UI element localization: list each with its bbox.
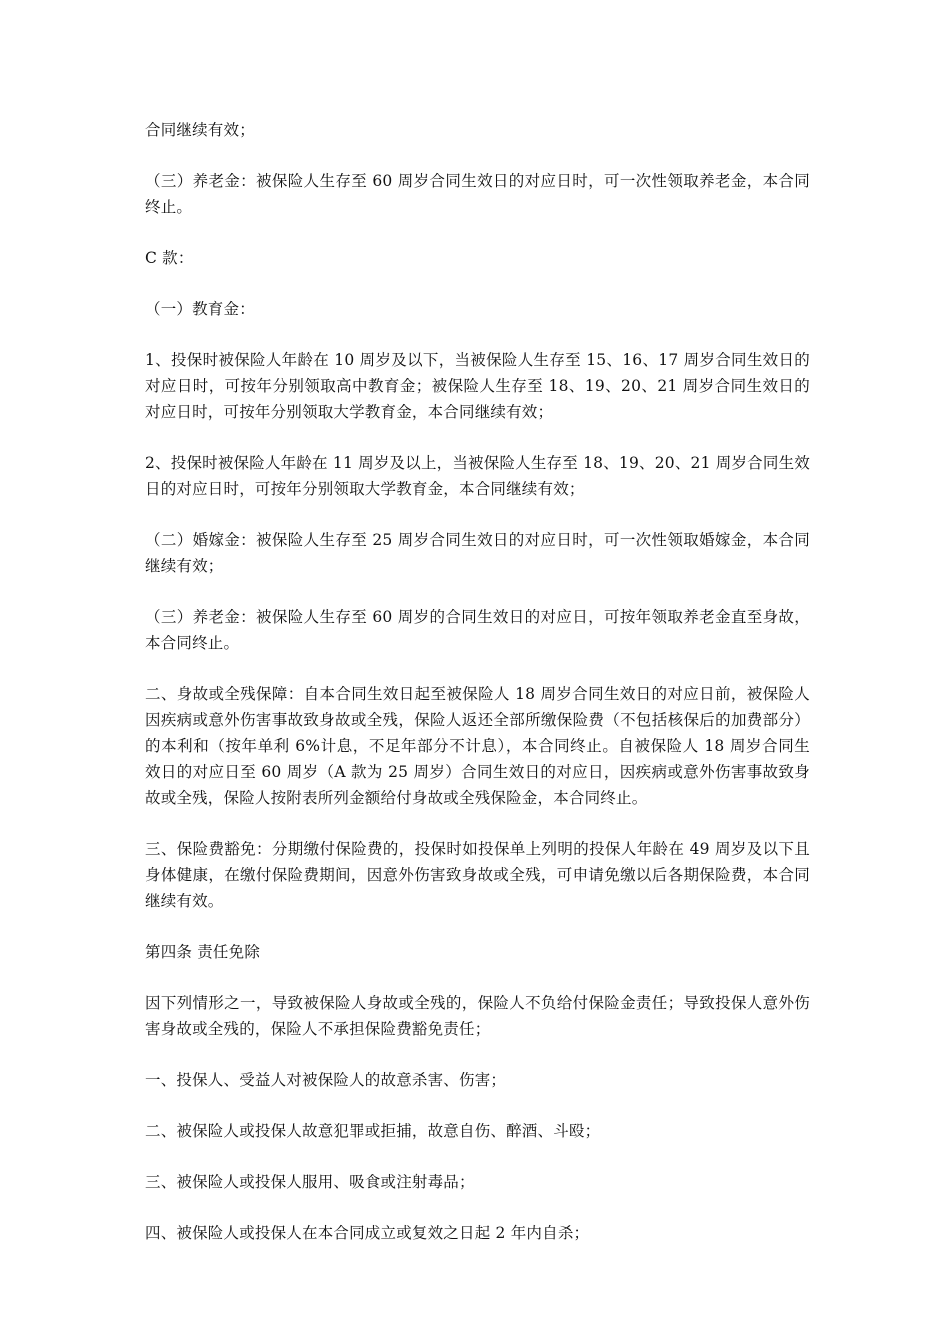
paragraph-premium-waiver: 三、保险费豁免：分期缴付保险费的，投保时如投保单上列明的投保人年龄在 49 周岁及以下且身体健康，在缴付保险费期间，因意外伤害致身故或全残，可申请免缴以后各期保险费，本合同继续有效。 — [145, 840, 810, 910]
exclusion-item-1: 一、投保人、受益人对被保险人的故意杀害、伤害； — [145, 1071, 507, 1089]
exclusion-item-4: 四、被保险人或投保人在本合同成立或复效之日起 2 年内自杀； — [145, 1224, 590, 1242]
paragraph-pension-b: （三）养老金：被保险人生存至 60 周岁合同生效日的对应日时，可一次性领取养老金，本合同终止。 — [145, 172, 810, 216]
paragraph-contract-continues: 合同继续有效； — [145, 121, 255, 139]
paragraph-death-disability: 二、身故或全残保障：自本合同生效日起至被保险人 18 周岁合同生效日的对应日前，被保险人因疾病或意外伤害事故致身故或全残，保险人返还全部所缴保险费（不包括核保后的加费部分）的本利和（按年单利 6%计息，不足年部分不计息），本合同终止。自被保险人 18 周岁合同生效日的对应日至 60 周岁（A 款为 25 周岁）合同生效日的对应日，因疾病或意外伤害事故致身故或全残，保险人按附表所列金额给付身故或全残保险金，本合同终止。 — [145, 685, 810, 807]
paragraph-pension-c: （三）养老金：被保险人生存至 60 周岁的合同生效日的对应日，可按年领取养老金直至身故，本合同终止。 — [145, 608, 810, 652]
exclusion-item-3: 三、被保险人或投保人服用、吸食或注射毒品； — [145, 1173, 475, 1191]
paragraph-education-2: 2、投保时被保险人年龄在 11 周岁及以上，当被保险人生存至 18、19、20、21 周岁合同生效日的对应日时，可按年分别领取大学教育金，本合同继续有效； — [145, 454, 810, 498]
exclusion-item-2: 二、被保险人或投保人故意犯罪或拒捕，故意自伤、醉酒、斗殴； — [145, 1122, 601, 1140]
article-heading-exclusions: 第四条 责任免除 — [145, 943, 261, 961]
paragraph-marriage: （二）婚嫁金：被保险人生存至 25 周岁合同生效日的对应日时，可一次性领取婚嫁金，本合同继续有效； — [145, 531, 810, 575]
subheading-education: （一）教育金： — [145, 300, 255, 318]
section-heading-c: C 款： — [145, 249, 194, 267]
document-page — [145, 117, 810, 1271]
paragraph-exclusions-intro: 因下列情形之一，导致被保险人身故或全残的，保险人不负给付保险金责任；导致投保人意外伤害身故或全残的，保险人不承担保险费豁免责任； — [145, 994, 810, 1038]
paragraph-education-1: 1、投保时被保险人年龄在 10 周岁及以下，当被保险人生存至 15、16、17 周岁合同生效日的对应日时，可按年分别领取高中教育金；被保险人生存至 18、19、20、21 周岁合同生效日的对应日时，可按年分别领取大学教育金，本合同继续有效； — [145, 351, 810, 421]
